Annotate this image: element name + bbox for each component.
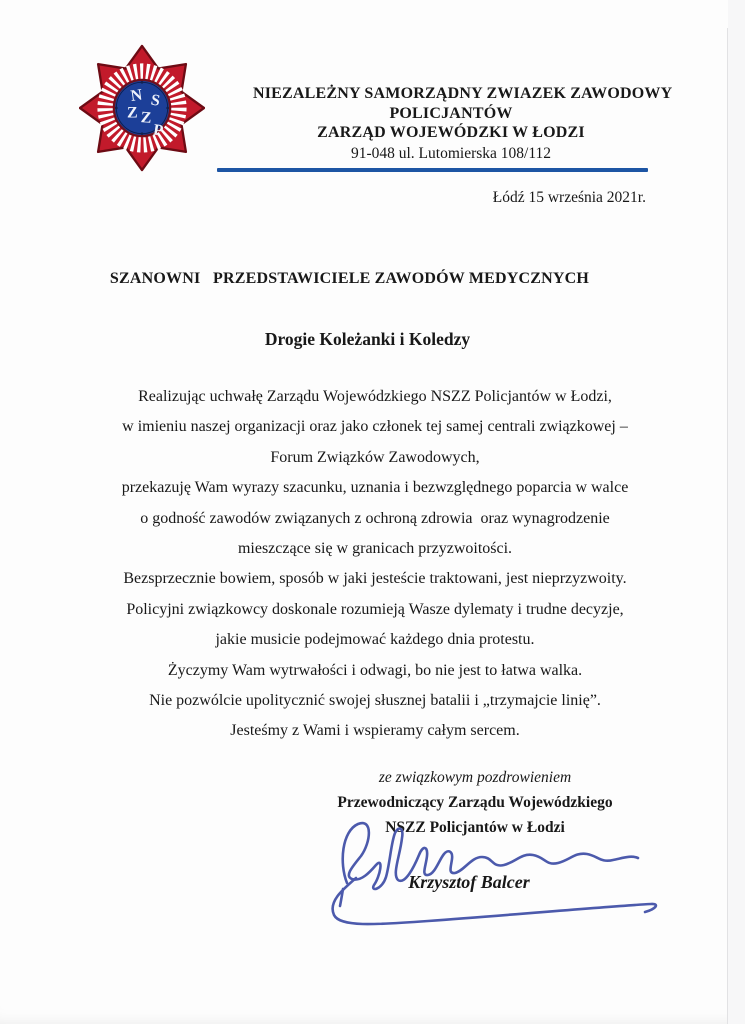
signer-title-line2: NSZZ Policjantów w Łodzi [385, 819, 565, 836]
body-line: Policyjni związkowcy doskonale rozumieją Wasze dylematy i trudne decyzje, [126, 600, 624, 618]
body-line: Forum Związków Zawodowych, [270, 448, 480, 466]
svg-text:S: S [149, 91, 162, 110]
badge-rivet [166, 107, 169, 110]
nszz-policjantow-badge-icon [79, 40, 205, 176]
svg-text:P: P [152, 121, 165, 140]
body-line: Jesteśmy z Wami i wspieramy całym sercem. [230, 722, 520, 740]
scan-edge-line [727, 28, 728, 1024]
svg-text:Z: Z [126, 104, 138, 122]
letter-body [35, 382, 715, 747]
org-name-line: POLICJANTÓW [389, 104, 513, 122]
letterhead-org-block [253, 84, 673, 163]
svg-text:N: N [129, 86, 144, 106]
badge-rivet [141, 81, 144, 84]
signer-title-line1: Przewodniczący Zarządu Wojewódzkiego [337, 794, 613, 811]
body-line: mieszczące się w granicach przyzwoitości. [237, 540, 513, 558]
salutation-subtitle: Drogie Koleżanki i Koledzy [264, 329, 471, 349]
svg-text:Z: Z [140, 109, 153, 127]
body-line: jakie musicie podejmować każdego dnia protestu. [215, 631, 535, 649]
body-line: Bezsprzecznie bowiem, sposób w jaki jesteście traktowani, jest nieprzyzwoity. [123, 570, 627, 588]
dateline: Łódź 15 września 2021r. [492, 189, 646, 206]
body-line: Życzymy Wam wytrwałości i odwagi, bo nie jest to łatwa walka. [167, 661, 583, 679]
valediction: ze związkowym pozdrowieniem [378, 769, 572, 786]
body-line: o godność zawodów związanych z ochroną zdrowia oraz wynagrodzenie [140, 509, 610, 527]
badge-rivet [115, 107, 118, 110]
signer-name: Krzysztof Balcer [408, 872, 530, 892]
body-line: Realizując uchwałę Zarządu Wojewódzkiego NSZZ Policjantów w Łodzi, [138, 388, 612, 405]
org-address: 91-048 ul. Lutomierska 108/112 [350, 144, 552, 162]
scan-margin [728, 0, 745, 1024]
body-line: w imieniu naszej organizacji oraz jako członek tej samej centrali związkowej – [122, 418, 628, 436]
org-name-line: NIEZALEŻNY SAMORZĄDNY ZWIAZEK ZAWODOWY [253, 85, 673, 102]
badge-rivet [141, 132, 144, 135]
org-name-line: ZARZĄD WOJEWÓDZKI W ŁODZI [317, 124, 585, 141]
body-line: Nie pozwólcie upolitycznić swojej słusznej batalii i „trzymajcie linię”. [149, 692, 601, 710]
handwritten-signature [325, 815, 670, 937]
body-line: przekazuję Wam wyrazy szacunku, uznania i bezwzględnego poparcia w walce [121, 479, 629, 497]
salutation-title: SZANOWNI PRZEDSTAWICIELE ZAWODÓW MEDYCZNYCH [109, 270, 590, 287]
letterhead-divider [217, 168, 648, 172]
